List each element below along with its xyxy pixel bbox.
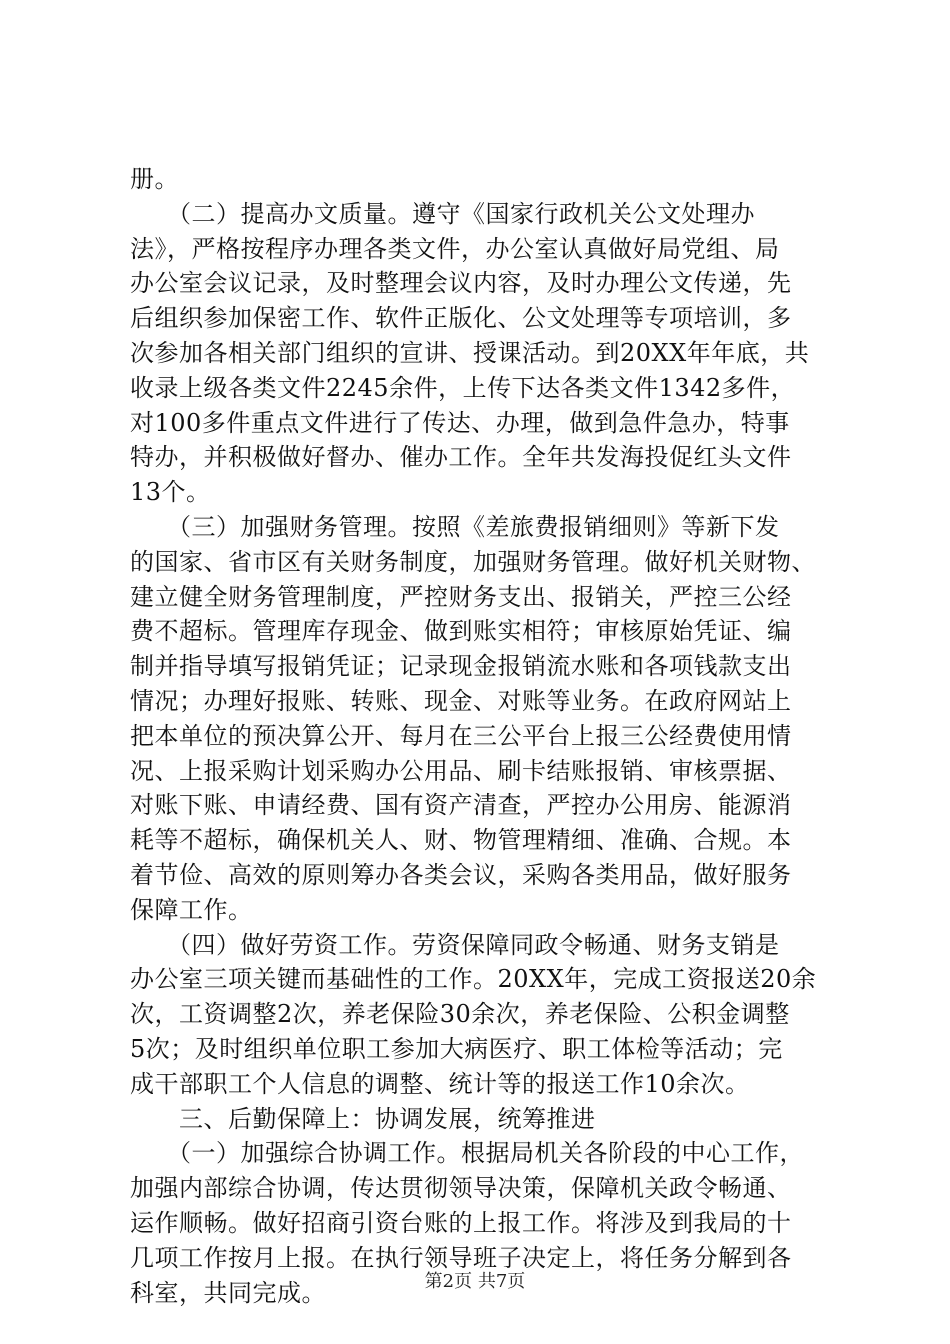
text-line: 着节俭、高效的原则筹办各类会议，采购各类用品，做好服务: [130, 860, 792, 889]
text-line: （一）加强综合协调工作。根据局机关各阶段的中心工作，: [130, 1139, 804, 1168]
text-line: 后组织参加保密工作、软件正版化、公文处理等专项培训，多: [130, 304, 792, 333]
text-line: 特办，并积极做好督办、催办工作。全年共发海投促红头文件: [130, 443, 792, 472]
text-line: （二）提高办文质量。遵守《国家行政机关公文处理办: [130, 199, 755, 228]
text-line: （四）做好劳资工作。劳资保障同政令畅通、财务支销是: [130, 930, 780, 959]
text-line: 13个。: [130, 478, 211, 507]
page-number-footer: 第2页 共7页: [424, 1271, 526, 1292]
document-body: [130, 162, 830, 1310]
text-line: （三）加强财务管理。按照《差旅费报销细则》等新下发: [130, 512, 780, 541]
text-line: 5次；及时组织单位职工参加大病医疗、职工体检等活动；完: [130, 1034, 783, 1063]
text-line: 费不超标。管理库存现金、做到账实相符；审核原始凭证、编: [130, 617, 792, 646]
text-line: 加强内部综合协调，传达贯彻领导决策，保障机关政令畅通、: [130, 1174, 792, 1203]
section-heading: 三、后勤保障上：协调发展，统筹推进: [130, 1104, 596, 1133]
text-line: 制并指导填写报销凭证；记录现金报销流水账和各项钱款支出: [130, 652, 792, 681]
text-line: 次参加各相关部门组织的宣讲、授课活动。到20XX年年底，共: [130, 338, 810, 367]
text-line: 办公室会议记录，及时整理会议内容，及时办理公文传递，先: [130, 269, 792, 298]
text-line: 的国家、省市区有关财务制度，加强财务管理。做好机关财物、: [130, 547, 816, 576]
text-line: 几项工作按月上报。在执行领导班子决定上，将任务分解到各: [130, 1243, 792, 1272]
text-line: 把本单位的预决算公开、每月在三公平台上报三公经费使用情: [130, 721, 792, 750]
text-line: 科室，共同完成。: [130, 1278, 326, 1307]
text-line: 对100多件重点文件进行了传达、办理，做到急件急办，特事: [130, 408, 790, 437]
text-line: 收录上级各类文件2245余件，上传下达各类文件1342多件，: [130, 373, 796, 402]
text-line: 建立健全财务管理制度，严控财务支出、报销关，严控三公经: [130, 582, 792, 611]
text-line: 次，工资调整2次，养老保险30余次，养老保险、公积金调整: [130, 1000, 790, 1029]
text-line: 对账下账、申请经费、国有资产清查，严控办公用房、能源消: [130, 791, 792, 820]
text-line: 成干部职工个人信息的调整、统计等的报送工作10余次。: [130, 1069, 750, 1098]
text-line: 情况；办理好报账、转账、现金、对账等业务。在政府网站上: [130, 686, 792, 715]
text-line: 耗等不超标，确保机关人、财、物管理精细、准确、合规。本: [130, 826, 792, 855]
text-line: 运作顺畅。做好招商引资台账的上报工作。将涉及到我局的十: [130, 1208, 792, 1237]
text-line: 办公室三项关键而基础性的工作。20XX年，完成工资报送20余: [130, 965, 817, 994]
text-line: 况、上报采购计划采购办公用品、刷卡结账报销、审核票据、: [130, 756, 792, 785]
text-line: 法》，严格按程序办理各类文件，办公室认真做好局党组、局: [130, 234, 780, 263]
text-line: 保障工作。: [130, 895, 253, 924]
text-line: 册。: [130, 165, 179, 193]
